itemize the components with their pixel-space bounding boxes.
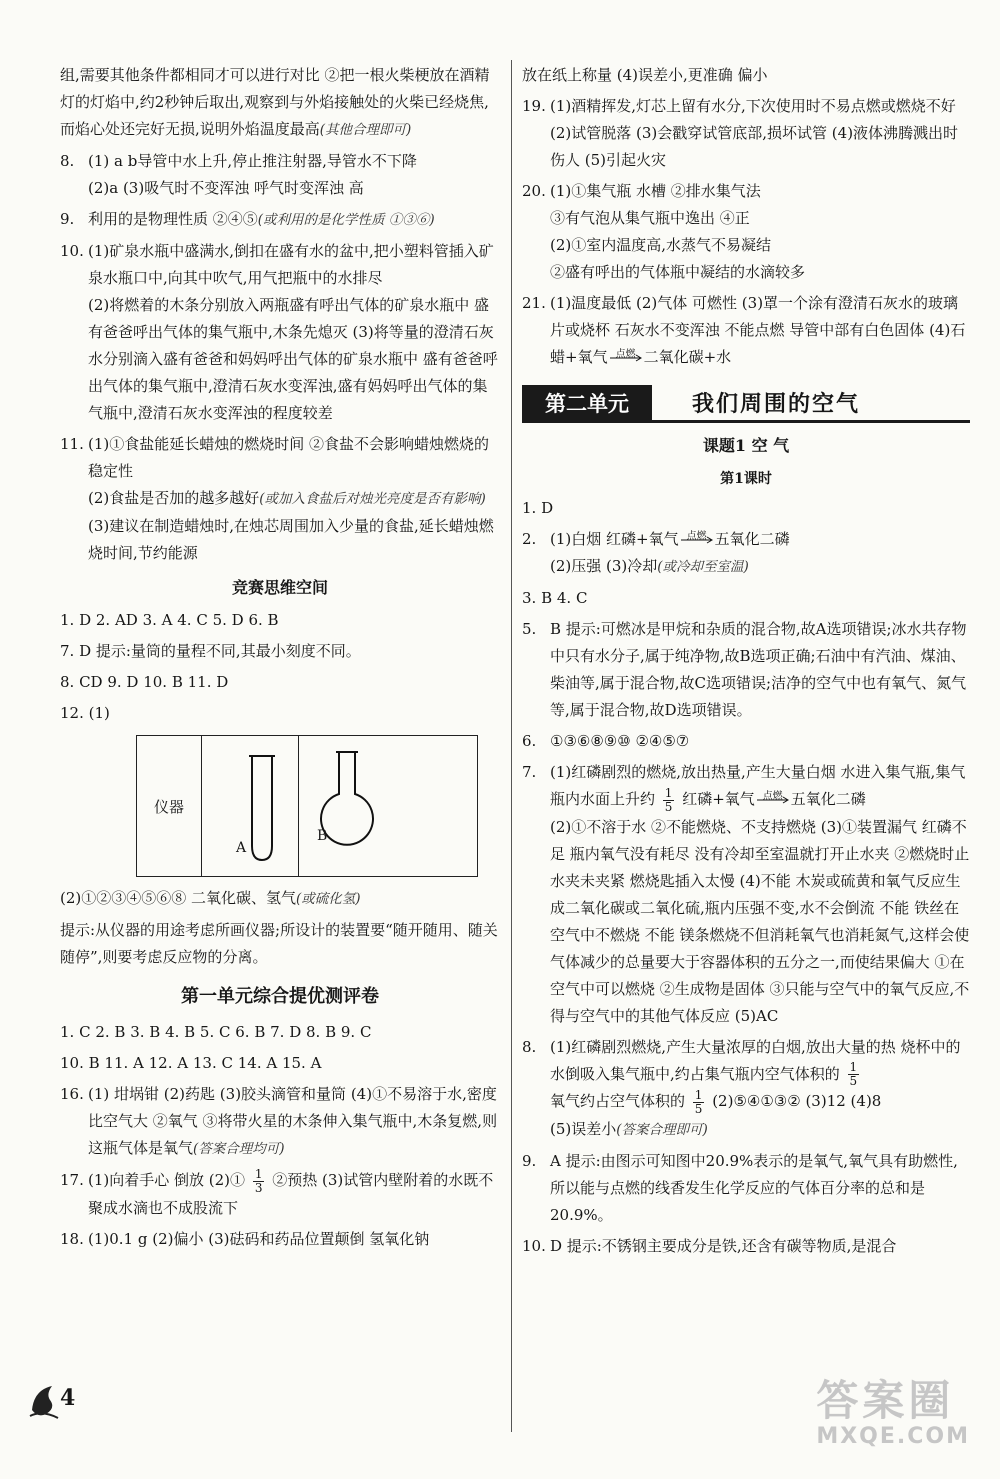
answer-number: 7. [522, 763, 537, 781]
answer-text: 1. D [522, 499, 554, 517]
answer-text: (2)①②③④⑤⑥⑧ 二氧化碳、氢气(或硫化氢) [60, 889, 361, 907]
answer-text: 12. (1) [60, 704, 110, 722]
answer-text: (1)向着手心 倒放 (2)① $\frac{1}{3}$ ②预热 (3)试管内壁附着的水既不聚成水滴也不成股流下 [88, 1166, 494, 1217]
contest-answer-list-2 [60, 885, 500, 971]
watermark-url: MXQE.COM [816, 1424, 970, 1449]
answer-l-9 [60, 206, 500, 234]
watermark [816, 1378, 970, 1449]
answer-text: (1) 坩埚钳 (2)药匙 (3)胶头滴管和量筒 (4)①不易溶于水,密度比空气大 ②氧气 ③将带火星的木条伸入集气瓶中,木条复燃,则这瓶气体是氧气(答案合理均可) [88, 1085, 498, 1157]
contest-heading: 竞赛思维空间 [231, 578, 328, 597]
answer-text: 7. D 提示:量筒的量程不同,其最小刻度不同。 [60, 642, 361, 660]
answer-c-8 [60, 669, 500, 696]
answer-l-cont [60, 62, 500, 144]
answer-text: (1)温度最低 (2)气体 可燃性 (3)罩一个涂有澄清石灰水的玻璃片或烧杯 石灰水不变浑浊 不能点燃 导管中部有白色固体 (4)石蜡+氧气 点燃 二氧化碳+水 [550, 294, 966, 366]
left-column [60, 62, 500, 1257]
answer-l-10 [60, 238, 500, 427]
answer-l-11 [60, 431, 500, 567]
label-a: A [236, 840, 247, 856]
answer-k-7 [522, 759, 970, 1030]
answer-text: ①③⑥⑧⑨⑩ ②④⑤⑦ [550, 732, 690, 750]
answer-t-16 [60, 1081, 500, 1163]
answer-number: 18. [60, 1229, 84, 1248]
dolphin-logo-icon [28, 1380, 62, 1424]
answer-text: 3. B 4. C [522, 589, 588, 607]
answer-text: (1)白烟 红磷+氧气 点燃 五氧化二磷 (2)压强 (3)冷却(或冷却至室温) [550, 530, 790, 575]
answer-text: (1)0.1 g (2)偏小 (3)砝码和药品位置颠倒 氢氧化钠 [88, 1229, 430, 1248]
answer-t-17 [60, 1167, 500, 1222]
answer-number: 8. [60, 152, 75, 170]
answer-c-7 [60, 638, 500, 665]
label-b: B [317, 828, 328, 844]
period-heading: 第1课时 [720, 471, 772, 487]
unit-banner [522, 385, 970, 423]
answer-text: (1)红磷剧烈的燃烧,放出热量,产生大量白烟 水进入集气瓶,集气瓶内水面上升约 $\frac{1}{5}$ 红磷+氧气 点燃 五氧化二磷 (2)①不溶于水 ②不能燃烧、不支持燃烧 (3)①装置漏气 红磷不足 瓶内氧气没有耗尽 没有冷却至室温就打开止水夹 ②燃烧时止水夹未夹紧 燃烧匙插入太慢 (4)不能 木炭或硫黄和氧气反应生成二氧化碳或二氧化硫,瓶内压强不变,水不会倒流 不能 铁丝在空气中不燃烧 不能 镁条燃烧不但消耗氧气也消耗氮气,这样会使气体减少的总量要大于容器体积的五分之一,而使结果偏大 ①在空气中可以燃烧 ②生成物是固体 ③只能与空气中的氧气反应,不得与空气中的其他气体反应 (5)AC [550, 763, 970, 1025]
answer-text: 10. B 11. A 12. A 13. C 14. A 15. A [60, 1054, 322, 1072]
answer-text: (1) a b导管中水上升,停止推注射器,导管水不下降 (2)a (3)吸气时不变浑浊 呼气时变浑浊 高 [88, 152, 417, 197]
unit-test-heading: 第一单元综合提优测评卷 [181, 986, 379, 1007]
answer-c-12 [60, 700, 500, 727]
answer-number: 19. [522, 97, 546, 115]
answer-r-20 [522, 178, 970, 286]
lesson-answer-list [522, 495, 970, 1260]
answer-text: 8. CD 9. D 10. B 11. D [60, 673, 229, 691]
answer-t-18 [60, 1226, 500, 1253]
answer-text: (1)①食盐能延长蜡烛的燃烧时间 ②食盐不会影响蜡烛燃烧的稳定性 (2)食盐是否加的越多越好(或加入食盐后对烛光亮度是否有影响) (3)建议在制造蜡烛时,在烛芯周围加入少量的食盐,延长蜡烛燃烧时间,节约能源 [88, 435, 494, 562]
left-answer-list [60, 62, 500, 567]
answer-k-10 [522, 1233, 970, 1260]
answer-number: 16. [60, 1085, 84, 1103]
answer-text: 1. C 2. B 3. B 4. B 5. C 6. B 7. D 8. B 9. C [60, 1023, 372, 1041]
unit-tag: 第二单元 [522, 385, 652, 423]
answer-k-9 [522, 1148, 970, 1229]
answer-number: 21. [522, 294, 546, 312]
answer-text: 1. D 2. AD 3. A 4. C 5. D 6. B [60, 611, 279, 629]
test-tube-cell [202, 736, 299, 876]
answer-k-1 [522, 495, 970, 522]
answer-text: 组,需要其他条件都相同才可以进行对比 ②把一根火柴梗放在酒精灯的灯焰中,约2秒钟后取出,观察到与外焰接触处的火柴已经烧焦,而焰心处还完好无损,说明外焰温度最高(其他合理即可) [60, 66, 490, 138]
answer-r-cont [522, 62, 970, 89]
answer-k-8 [522, 1034, 970, 1144]
answer-t-1 [60, 1019, 500, 1046]
answer-k-6 [522, 728, 970, 755]
answer-text: (1)矿泉水瓶中盛满水,倒扣在盛有水的盆中,把小塑料管插入矿泉水瓶口中,向其中吹气,用气把瓶中的水排尽 (2)将燃着的木条分别放入两瓶盛有呼出气体的矿泉水瓶中 盛有爸爸呼出气体的集气瓶中,木条先熄灭 (3)将等量的澄清石灰水分别滴入盛有爸爸和妈妈呼出气体的矿泉水瓶中 盛有爸爸呼出气体的集气瓶中,澄清石灰水变浑浊,盛有妈妈呼出气体的集气瓶中,澄清石灰水变浑浊的程度较差 [88, 242, 498, 422]
answer-number: 20. [522, 182, 546, 200]
contest-answer-list [60, 607, 500, 727]
answer-k-5 [522, 616, 970, 724]
answer-c-hint [60, 917, 500, 971]
unit-title: 我们周围的空气 [692, 391, 861, 417]
page-number: 4 [60, 1385, 76, 1411]
answer-number: 10. [522, 1236, 546, 1255]
answer-k-2 [522, 526, 970, 581]
answer-k-3 [522, 585, 970, 612]
watermark-logo: 答案圈 [816, 1376, 955, 1425]
answer-t-10 [60, 1050, 500, 1077]
answer-text: (1)红磷剧烈燃烧,产生大量浓厚的白烟,放出大量的热 烧杯中的水倒吸入集气瓶中,约占集气瓶内空气体积的 $\frac{1}{5}$ 氧气约占空气体积的 $\frac{1}{5}$ (2)⑤④①③② (3)12 (4)8 (5)误差小(答案合理即可) [550, 1037, 961, 1138]
answer-number: 2. [522, 530, 537, 548]
answer-number: 9. [522, 1151, 537, 1170]
column-divider [511, 60, 512, 1432]
answer-number: 11. [60, 435, 84, 453]
apparatus-table [136, 735, 478, 877]
answer-number: 10. [60, 242, 84, 260]
answer-number: 6. [522, 732, 537, 750]
answer-text: 放在纸上称量 (4)误差小,更准确 偏小 [522, 66, 768, 84]
flask-cell [299, 736, 477, 876]
answer-text: (1)①集气瓶 水槽 ②排水集气法 ③有气泡从集气瓶中逸出 ④正 (2)①室内温度高,水蒸气不易凝结 ②盛有呼出的气体瓶中凝结的水滴较多 [550, 182, 806, 281]
answer-r-19 [522, 93, 970, 174]
answer-number: 8. [522, 1037, 537, 1056]
unit-underline [652, 420, 970, 423]
answer-r-21 [522, 290, 970, 371]
right-column [522, 62, 970, 1264]
answer-number: 17. [60, 1171, 84, 1189]
answer-text: D 提示:不锈钢主要成分是铁,还含有碳等物质,是混合 [550, 1236, 897, 1255]
table-label-cell: 仪器 [137, 736, 202, 876]
lesson-heading: 课题1 空 气 [702, 436, 790, 455]
answer-c-12b [60, 885, 500, 913]
flask-drawing [299, 736, 475, 876]
answer-c-1 [60, 607, 500, 634]
answer-text: A 提示:由图示可知图中20.9%表示的是氧气,氧气具有助燃性,所以能与点燃的线香发生化学反应的气体百分率的总和是20.9%。 [550, 1151, 958, 1224]
test-tube-drawing [202, 736, 298, 876]
answer-text: 提示:从仪器的用途考虑所画仪器;所设计的装置要“随开随用、随关随停”,则要考虑反应物的分离。 [60, 921, 498, 966]
answer-text: 利用的是物理性质 ②④⑤(或利用的是化学性质 ①③⑥) [88, 210, 435, 228]
answer-number: 5. [522, 620, 537, 638]
answer-number: 9. [60, 210, 75, 228]
right-answer-list [522, 62, 970, 371]
answer-text: B 提示:可燃冰是甲烷和杂质的混合物,故A选项错误;冰水共存物中只有水分子,属于纯净物,故B选项正确;石油中有汽油、煤油、柴油等,属于混合物,故C选项错误;洁净的空气中也有氧气、氮气等,属于混合物,故D选项错误。 [550, 620, 967, 719]
unit-test-answer-list [60, 1019, 500, 1253]
answer-text: (1)酒精挥发,灯芯上留有水分,下次使用时不易点燃或燃烧不好 (2)试管脱落 (3)会戳穿试管底部,损坏试管 (4)液体沸腾溅出时伤人 (5)引起火灾 [550, 97, 959, 169]
answer-l-8 [60, 148, 500, 202]
